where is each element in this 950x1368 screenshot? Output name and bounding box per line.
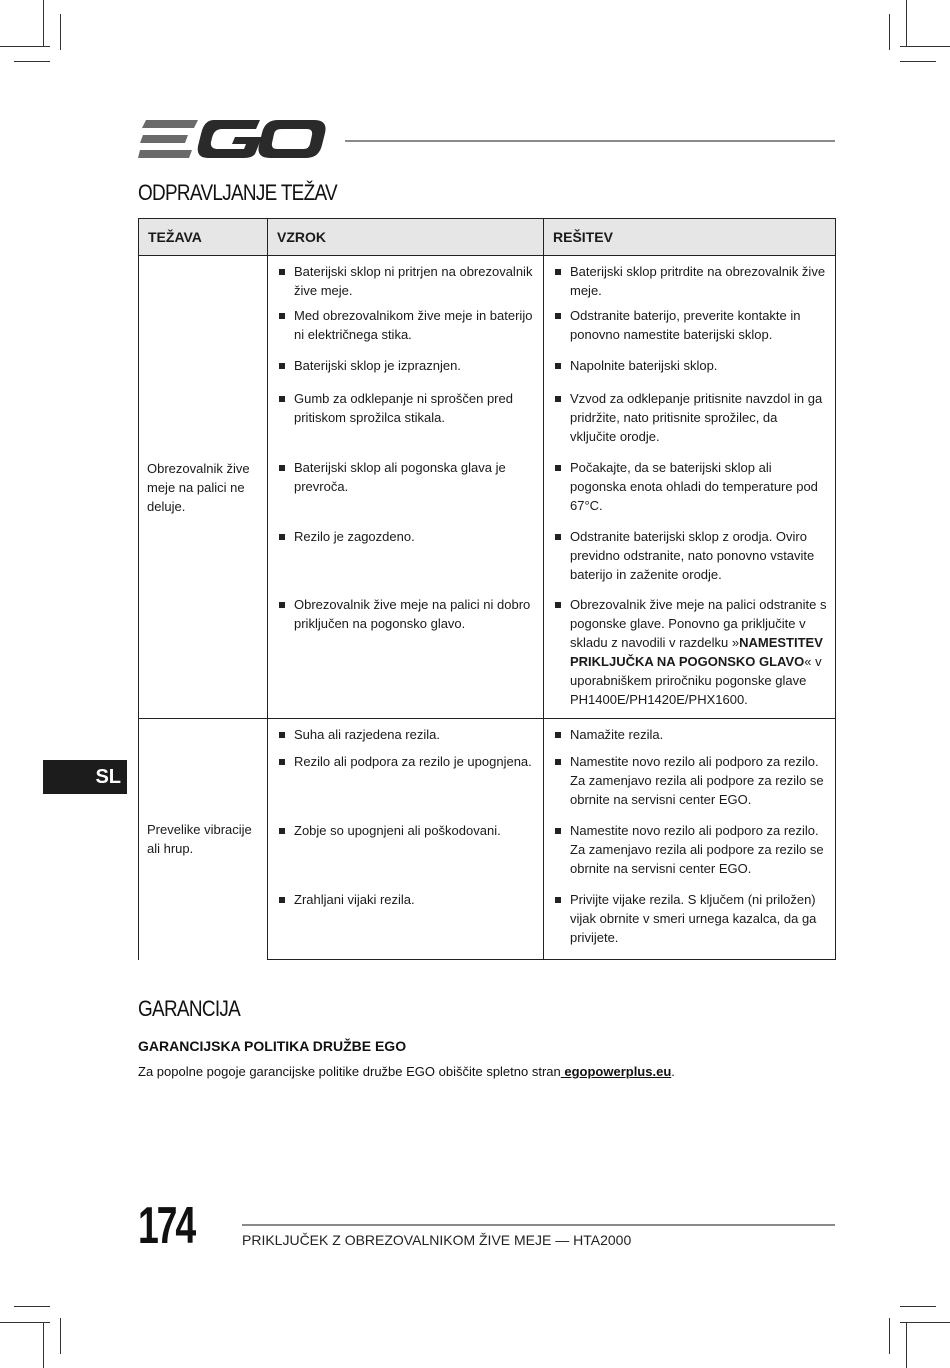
bullet-icon [279, 732, 285, 738]
crop-mark [906, 1322, 907, 1368]
solution-text: Namažite rezila. [570, 727, 664, 742]
header-cause: VZROK [268, 219, 544, 256]
crop-mark [43, 1322, 44, 1368]
problem-cell: Obrezovalnik žive meje na palici ne deluje. [139, 256, 268, 719]
warranty-period: . [671, 1064, 675, 1079]
solution-text: Baterijski sklop pritrdite na obrezovalnik žive meje. [570, 264, 826, 298]
crop-mark [14, 61, 50, 62]
bullet-icon [279, 534, 285, 540]
crop-mark [60, 14, 61, 50]
crop-mark [889, 1318, 890, 1354]
bullet-icon [279, 396, 285, 402]
warranty-body: Za popolne pogoje garancijske politike družbe EGO obiščite spletno stran [138, 1064, 561, 1079]
cause-text: Suha ali razjedena rezila. [294, 727, 440, 742]
cause-text: Zobje so upognjeni ali poškodovani. [294, 822, 501, 838]
solution-text: Privijte vijake rezila. S ključem (ni priložen) vijak obrnite v smeri urnega kazalca, da ga privijete. [570, 891, 817, 945]
bullet-icon [555, 897, 561, 903]
bullet-icon [279, 759, 285, 765]
bullet-icon [555, 828, 561, 834]
crop-mark [60, 1318, 61, 1354]
bullet-icon [555, 269, 561, 275]
solution-text: Obrezovalnik žive meje na palici odstranite s pogonske glave. Ponovno ga priključite v skladu z navodili v razdelku »NAMESTITEV PRIKLJUČKA NA POGONSKO GLAVO« v uporabniškem priročniku pogonske glave PH1400E/PH1420E/PHX1600. [570, 596, 827, 707]
bullet-icon [279, 313, 285, 319]
bullet-icon [555, 732, 561, 738]
warranty-text [138, 1064, 675, 1079]
warranty-subtitle: GARANCIJSKA POLITIKA DRUŽBE EGO [138, 1038, 407, 1054]
bullet-icon [555, 396, 561, 402]
footer-rule [242, 1224, 835, 1226]
solution-text: Odstranite baterijo, preverite kontakte in ponovno namestite baterijski sklop. [570, 307, 801, 342]
cause-text: Gumb za odklepanje ni sproščen pred pritiskom sprožilca stikala. [294, 390, 513, 425]
cause-text: Baterijski sklop je izpraznjen. [294, 357, 461, 373]
bullet-icon [279, 363, 285, 369]
bullet-icon [279, 602, 285, 608]
header-rule [345, 140, 835, 142]
bullet-icon [279, 897, 285, 903]
table-row [139, 719, 836, 752]
crop-mark [900, 46, 950, 47]
solution-text: Počakajte, da se baterijski sklop ali pogonska enota ohladi do temperature pod 67°C. [570, 459, 818, 513]
bullet-icon [279, 269, 285, 275]
cause-text: Rezilo je zagozdeno. [294, 528, 415, 544]
bullet-icon [555, 465, 561, 471]
solution-text: Napolnite baterijski sklop. [570, 357, 718, 373]
crop-mark [900, 1306, 936, 1307]
cause-text: Obrezovalnik žive meje na palici ni dobro priključen na pogonsko glavo. [294, 596, 531, 631]
solution-text: Namestite novo rezilo ali podporo za rezilo. Za zamenjavo rezila ali podpore za rezilo se obrnite na servisni center EGO. [570, 753, 824, 807]
cause-text: Baterijski sklop ali pogonska glava je prevroča. [294, 459, 506, 494]
solution-text: Vzvod za odklepanje pritisnite navzdol in ga pridržite, nato pritisnite sprožilec, da vključite orodje. [570, 390, 823, 444]
website-link[interactable]: egopowerplus.eu [560, 1064, 672, 1079]
bullet-icon [279, 828, 285, 834]
table-row [139, 256, 836, 306]
crop-mark [900, 61, 936, 62]
warranty-title: GARANCIJA [138, 996, 241, 1021]
cause-text: Med obrezovalnikom žive meje in baterijo ni električnega stika. [294, 307, 533, 342]
troubleshooting-table [138, 218, 836, 960]
bullet-icon [555, 759, 561, 765]
crop-mark [889, 14, 890, 50]
crop-mark [906, 0, 907, 46]
header-problem: TEŽAVA [139, 219, 268, 256]
bullet-icon [555, 534, 561, 540]
problem-cell: Prevelike vibracije ali hrup. [139, 719, 268, 960]
solution-text: Namestite novo rezilo ali podporo za rezilo. Za zamenjavo rezila ali podpore za rezilo se obrnite na servisni center EGO. [570, 822, 824, 876]
table-header-row [139, 219, 836, 256]
crop-mark [0, 46, 50, 47]
crop-mark [14, 1306, 50, 1307]
bullet-icon [555, 363, 561, 369]
bullet-icon [555, 313, 561, 319]
solution-text: Odstranite baterijski sklop z orodja. Oviro previdno odstranite, nato ponovno vstavite baterijo in zaženite orodje. [570, 528, 815, 582]
cause-text: Baterijski sklop ni pritrjen na obrezovalnik žive meje. [294, 264, 533, 298]
header-solution: REŠITEV [544, 219, 836, 256]
footer-title: PRIKLJUČEK Z OBREZOVALNIKOM ŽIVE MEJE — HTA2000 [242, 1232, 632, 1248]
page-title: ODPRAVLJANJE TEŽAV [138, 180, 337, 205]
bullet-icon [555, 602, 561, 608]
cause-text: Zrahljani vijaki rezila. [294, 891, 415, 907]
ego-logo [138, 118, 328, 162]
crop-mark [43, 0, 44, 46]
bullet-icon [279, 465, 285, 471]
crop-mark [900, 1322, 950, 1323]
page-number: 174 [138, 1197, 194, 1255]
cause-text: Rezilo ali podpora za rezilo je upognjena. [294, 753, 532, 769]
language-tab: SL [43, 760, 127, 794]
